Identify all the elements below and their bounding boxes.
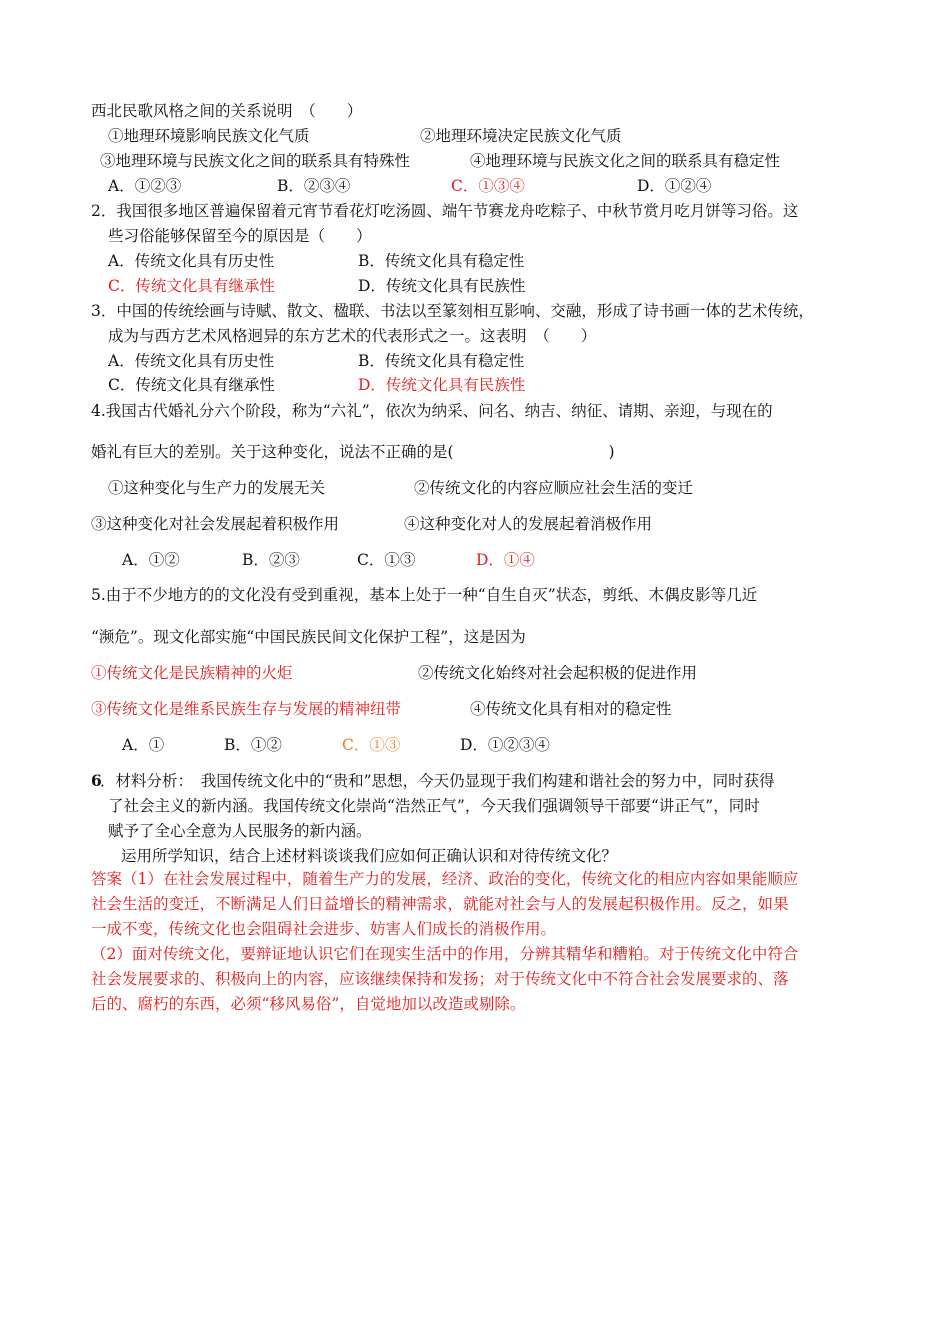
- q3-option-d-answer: D．传统文化具有民族性: [358, 376, 526, 394]
- answer-line-6: 后的、腐朽的东西，必须“移风易俗”，自觉地加以改造或剔除。: [91, 995, 526, 1013]
- q1-statement-4: ④地理环境与民族文化之间的联系具有稳定性: [470, 152, 781, 170]
- answer-line-1: 答案（1）在社会发展过程中，随着生产力的发展，经济、政治的变化，传统文化的相应内容如果能顺应: [91, 870, 799, 888]
- q5-option-b: B．①②: [224, 736, 282, 754]
- q2-option-a: A．传统文化具有历史性: [108, 252, 275, 270]
- q5-statement-2: ②传统文化始终对社会起积极的促进作用: [418, 664, 698, 682]
- answer-line-5: 社会发展要求的、积极向上的内容，应该继续保持和发扬；对于传统文化中不符合社会发展要求的、落: [91, 970, 789, 988]
- intro-line: 西北民歌风格之间的关系说明 （ ）: [91, 102, 363, 120]
- q3-option-a: A．传统文化具有历史性: [108, 352, 275, 370]
- q6-stem-text: ．材料分析： 我国传统文化中的“贵和”思想，今天仍显现于我们构建和谐社会的努力中，同时获得: [100, 772, 775, 790]
- q4-option-a: A．①②: [122, 551, 180, 569]
- q1-option-c-answer: C．①③④: [451, 177, 525, 195]
- q3-stem-line-1: 3．中国的传统绘画与诗赋、散文、楹联、书法以至篆刻相互影响、交融，形成了诗书画一体的艺术传统，: [91, 302, 814, 320]
- q5-option-a: A．①: [122, 736, 165, 754]
- q5-stem-line-2: “濒危”。现文化部实施“中国民族民间文化保护工程”，这是因为: [91, 628, 526, 646]
- q4-statement-1: ①这种变化与生产力的发展无关: [108, 479, 326, 497]
- q5-option-c-answer: C．①③: [342, 736, 401, 754]
- q3-option-b: B．传统文化具有稳定性: [358, 352, 525, 370]
- q1-option-d: D．①②④: [637, 177, 712, 195]
- q2-stem-line-1: 2．我国很多地区普遍保留着元宵节看花灯吃汤圆、端午节赛龙舟吃粽子、中秋节赏月吃月饼等习俗。这: [91, 202, 799, 220]
- q1-option-a: A．①②③: [108, 177, 182, 195]
- q4-stem-line-1: 4.我国古代婚礼分六个阶段，称为“六礼”，依次为纳采、问名、纳吉、纳征、请期、亲迎，与现在的: [91, 402, 773, 420]
- q4-statement-4: ④这种变化对人的发展起着消极作用: [404, 515, 653, 533]
- q4-option-c: C．①③: [357, 551, 416, 569]
- q5-statement-4: ④传统文化具有相对的稳定性: [470, 700, 672, 718]
- q5-statement-1-answer: ①传统文化是民族精神的火炬: [91, 664, 293, 682]
- q1-option-b: B．②③④: [277, 177, 351, 195]
- q5-option-d: D．①②③④: [460, 736, 550, 754]
- q2-option-c-answer: C．传统文化具有继承性: [108, 277, 275, 295]
- answer-line-4: （2）面对传统文化，要辩证地认识它们在现实生活中的作用，分辨其精华和糟粕。对于传统文化中符合: [91, 945, 799, 963]
- q2-option-b: B．传统文化具有稳定性: [358, 252, 525, 270]
- q3-option-c: C．传统文化具有继承性: [108, 376, 275, 394]
- q4-option-b: B．②③: [242, 551, 300, 569]
- q1-statement-3: ③地理环境与民族文化之间的联系具有特殊性: [100, 152, 411, 170]
- q6-question: 运用所学知识，结合上述材料谈谈我们应如何正确认识和对待传统文化？: [121, 847, 618, 865]
- q4-stem-line-2: 婚礼有巨大的差别。关于这种变化，说法不正确的是( ): [91, 443, 615, 461]
- q6-number: 6: [91, 771, 102, 790]
- q6-stem-line-2: 了社会主义的新内涵。我国传统文化崇尚“浩然正气”，今天我们强调领导干部要“讲正气”，同时: [108, 797, 760, 815]
- q2-stem-line-2: 些习俗能够保留至今的原因是（ ）: [108, 227, 372, 245]
- q3-stem-line-2: 成为与西方艺术风格迥异的东方艺术的代表形式之一。这表明 （ ）: [108, 327, 597, 345]
- q4-statement-2: ②传统文化的内容应顺应社会生活的变迁: [414, 479, 694, 497]
- q5-stem-line-1: 5.由于不少地方的的文化没有受到重视，基本上处于一种“自生自灭”状态，剪纸、木偶皮影等几近: [91, 586, 758, 604]
- q1-statement-2: ②地理环境决定民族文化气质: [420, 127, 622, 145]
- q4-statement-3: ③这种变化对社会发展起着积极作用: [91, 515, 340, 533]
- q5-statement-3-answer: ③传统文化是维系民族生存与发展的精神纽带: [91, 700, 402, 718]
- q1-statement-1: ①地理环境影响民族文化气质: [108, 127, 310, 145]
- q6-stem-line-3: 赋予了全心全意为人民服务的新内涵。: [108, 822, 372, 840]
- q4-option-d-answer: D．①④: [476, 551, 535, 569]
- q2-option-d: D．传统文化具有民族性: [358, 277, 526, 295]
- answer-line-3: 一成不变，传统文化也会阻碍社会进步、妨害人们成长的消极作用。: [91, 920, 557, 938]
- answer-line-2: 社会生活的变迁，不断满足人们日益增长的精神需求，就能对社会与人的发展起积极作用。反之，如果: [91, 895, 789, 913]
